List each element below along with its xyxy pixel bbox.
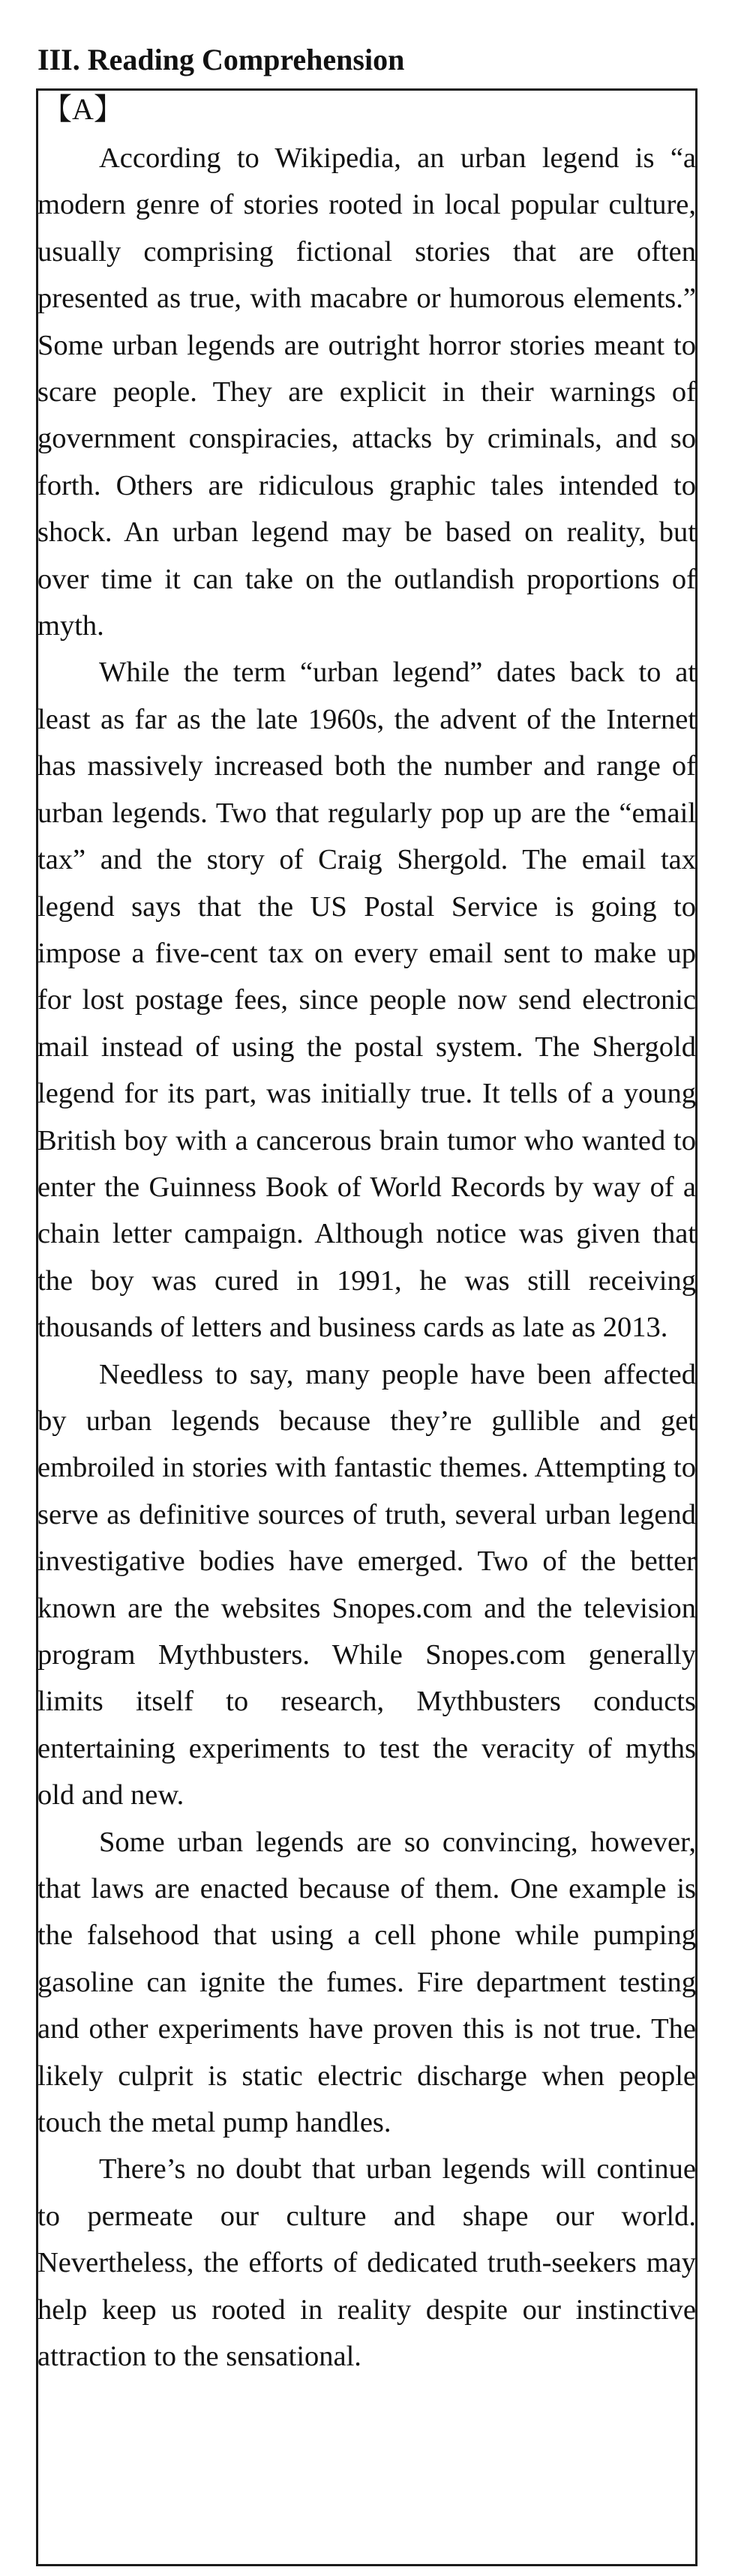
passage-marker: 【A】 bbox=[42, 92, 124, 126]
passage-body bbox=[38, 135, 696, 2380]
paragraph-5: There’s no doubt that urban legends will continue to permeate our culture and shape our world. Nevertheless, the efforts of dedicated truth-seekers may help keep us rooted in reality despite our instinctive attraction to the sensational. bbox=[38, 2153, 696, 2373]
paragraph-2: While the term “urban legend” dates back to at least as far as the late 1960s, the advent of the Internet has massively increased both the number and range of urban legends. Two that regularly pop up are the “email tax” and the story of Craig Shergold. The email tax legend says that the US Postal Service is going to impose a five-cent tax on every email sent to make up for lost postage fees, since people now send electronic mail instead of using the postal system. The Shergold legend for its part, was initially true. It tells of a young British boy with a cancerous brain tumor who wanted to enter the Guinness Book of World Records by way of a chain letter campaign. Although notice was given that the boy was cured in 1991, he was still receiving thousands of letters and business cards as late as 2013. bbox=[38, 657, 696, 1344]
paragraph-3: Needless to say, many people have been affected by urban legends because they’re gullible and get embroiled in stories with fantastic themes. Attempting to serve as definitive sources of truth, several urban legend investigative bodies have emerged. Two of the better known are the websites Snopes.com and the television program Mythbusters. While Snopes.com generally limits itself to research, Mythbusters conducts entertaining experiments to test the veracity of myths old and new. bbox=[38, 1358, 696, 1812]
section-heading: III. Reading Comprehension bbox=[38, 43, 405, 76]
paragraph-4: Some urban legends are so convincing, however, that laws are enacted because of them. One example is the falsehood that using a cell phone while pumping gasoline can ignite the fumes. Fire department testing and other experiments have proven this is not true. The likely culprit is static electric discharge when people touch the metal pump handles. bbox=[38, 1826, 696, 2139]
paragraph-1: According to Wikipedia, an urban legend is “a modern genre of stories rooted in local popular culture, usually comprising fictional stories that are often presented as true, with macabre or humorous elements.” Some urban legends are outright horror stories meant to scare people. They are explicit in their warnings of government conspiracies, attacks by criminals, and so forth. Others are ridiculous graphic tales intended to shock. An urban legend may be based on reality, but over time it can take on the outlandish proportions of myth. bbox=[38, 142, 696, 642]
